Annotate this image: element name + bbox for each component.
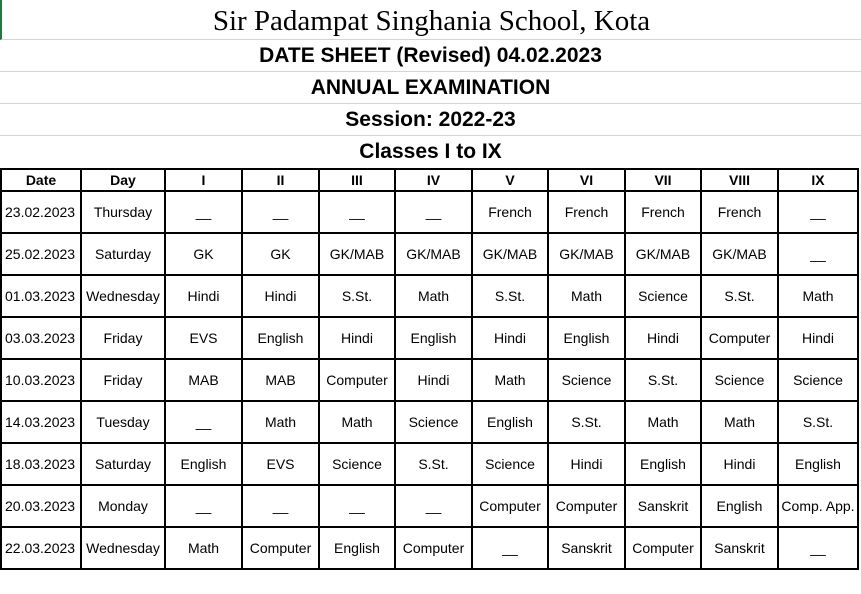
subject-cell: Hindi: [548, 443, 625, 485]
subject-cell: MAB: [165, 359, 242, 401]
column-header: Day: [81, 169, 165, 191]
date-cell: 25.02.2023: [1, 233, 81, 275]
exam-title: ANNUAL EXAMINATION: [0, 72, 861, 104]
day-cell: Friday: [81, 317, 165, 359]
subject-cell: __: [395, 191, 472, 233]
date-cell: 20.03.2023: [1, 485, 81, 527]
column-header: Date: [1, 169, 81, 191]
subject-cell: Science: [778, 359, 858, 401]
subject-cell: __: [165, 401, 242, 443]
day-cell: Saturday: [81, 443, 165, 485]
table-body: [1, 191, 858, 569]
subject-cell: Math: [319, 401, 395, 443]
table-row: [1, 233, 858, 275]
date-cell: 14.03.2023: [1, 401, 81, 443]
subject-cell: Computer: [319, 359, 395, 401]
date-sheet-title: DATE SHEET (Revised) 04.02.2023: [0, 40, 861, 72]
column-header: V: [472, 169, 548, 191]
subject-cell: GK/MAB: [548, 233, 625, 275]
day-cell: Tuesday: [81, 401, 165, 443]
column-header: IX: [778, 169, 858, 191]
subject-cell: __: [395, 485, 472, 527]
column-header: I: [165, 169, 242, 191]
subject-cell: Math: [242, 401, 319, 443]
subject-cell: __: [778, 191, 858, 233]
session-title: Session: 2022-23: [0, 104, 861, 136]
subject-cell: __: [242, 191, 319, 233]
table-header-row: [1, 169, 858, 191]
day-cell: Saturday: [81, 233, 165, 275]
subject-cell: GK/MAB: [395, 233, 472, 275]
table-row: [1, 317, 858, 359]
subject-cell: Hindi: [701, 443, 778, 485]
table-row: [1, 191, 858, 233]
date-cell: 10.03.2023: [1, 359, 81, 401]
subject-cell: __: [472, 527, 548, 569]
subject-cell: Hindi: [242, 275, 319, 317]
column-header: VII: [625, 169, 701, 191]
subject-cell: __: [319, 191, 395, 233]
subject-cell: Hindi: [395, 359, 472, 401]
subject-cell: GK: [242, 233, 319, 275]
subject-cell: GK/MAB: [701, 233, 778, 275]
subject-cell: Computer: [395, 527, 472, 569]
subject-cell: Computer: [548, 485, 625, 527]
subject-cell: Math: [701, 401, 778, 443]
subject-cell: EVS: [242, 443, 319, 485]
subject-cell: Comp. App.: [778, 485, 858, 527]
subject-cell: Computer: [242, 527, 319, 569]
subject-cell: Math: [165, 527, 242, 569]
subject-cell: English: [701, 485, 778, 527]
day-cell: Thursday: [81, 191, 165, 233]
subject-cell: S.St.: [395, 443, 472, 485]
subject-cell: __: [165, 191, 242, 233]
subject-cell: __: [778, 527, 858, 569]
column-header: VI: [548, 169, 625, 191]
subject-cell: Science: [395, 401, 472, 443]
table-row: [1, 485, 858, 527]
subject-cell: English: [165, 443, 242, 485]
table-row: [1, 359, 858, 401]
school-title: Sir Padampat Singhania School, Kota: [0, 0, 861, 40]
subject-cell: English: [548, 317, 625, 359]
table-row: [1, 275, 858, 317]
subject-cell: Computer: [472, 485, 548, 527]
subject-cell: English: [395, 317, 472, 359]
subject-cell: S.St.: [625, 359, 701, 401]
subject-cell: __: [165, 485, 242, 527]
subject-cell: English: [625, 443, 701, 485]
subject-cell: English: [472, 401, 548, 443]
column-header: III: [319, 169, 395, 191]
subject-cell: Math: [472, 359, 548, 401]
subject-cell: Hindi: [778, 317, 858, 359]
subject-cell: French: [701, 191, 778, 233]
subject-cell: Science: [701, 359, 778, 401]
date-cell: 01.03.2023: [1, 275, 81, 317]
subject-cell: Math: [548, 275, 625, 317]
date-cell: 18.03.2023: [1, 443, 81, 485]
subject-cell: Sanskrit: [625, 485, 701, 527]
column-header: VIII: [701, 169, 778, 191]
subject-cell: S.St.: [472, 275, 548, 317]
subject-cell: English: [242, 317, 319, 359]
day-cell: Friday: [81, 359, 165, 401]
subject-cell: EVS: [165, 317, 242, 359]
subject-cell: Science: [472, 443, 548, 485]
subject-cell: GK/MAB: [319, 233, 395, 275]
subject-cell: GK/MAB: [472, 233, 548, 275]
subject-cell: Math: [395, 275, 472, 317]
subject-cell: S.St.: [548, 401, 625, 443]
subject-cell: Hindi: [165, 275, 242, 317]
table-row: [1, 527, 858, 569]
day-cell: Monday: [81, 485, 165, 527]
subject-cell: French: [625, 191, 701, 233]
day-cell: Wednesday: [81, 275, 165, 317]
subject-cell: Science: [319, 443, 395, 485]
subject-cell: GK/MAB: [625, 233, 701, 275]
date-cell: 23.02.2023: [1, 191, 81, 233]
column-header: II: [242, 169, 319, 191]
subject-cell: __: [242, 485, 319, 527]
column-header: IV: [395, 169, 472, 191]
classes-title: Classes I to IX: [359, 140, 502, 163]
subject-cell: Hindi: [625, 317, 701, 359]
subject-cell: S.St.: [778, 401, 858, 443]
subject-cell: Science: [625, 275, 701, 317]
subject-cell: __: [319, 485, 395, 527]
subject-cell: Computer: [701, 317, 778, 359]
date-cell: 22.03.2023: [1, 527, 81, 569]
subject-cell: S.St.: [319, 275, 395, 317]
table-row: [1, 401, 858, 443]
subject-cell: __: [778, 233, 858, 275]
subject-cell: French: [548, 191, 625, 233]
subject-cell: Hindi: [472, 317, 548, 359]
day-cell: Wednesday: [81, 527, 165, 569]
subject-cell: Computer: [625, 527, 701, 569]
subject-cell: Sanskrit: [701, 527, 778, 569]
table-row: [1, 443, 858, 485]
subject-cell: Science: [548, 359, 625, 401]
subject-cell: Math: [625, 401, 701, 443]
subject-cell: Hindi: [319, 317, 395, 359]
subject-cell: Math: [778, 275, 858, 317]
date-sheet-table: [0, 168, 859, 570]
subject-cell: GK: [165, 233, 242, 275]
subject-cell: MAB: [242, 359, 319, 401]
subject-cell: English: [319, 527, 395, 569]
subject-cell: S.St.: [701, 275, 778, 317]
subject-cell: English: [778, 443, 858, 485]
date-cell: 03.03.2023: [1, 317, 81, 359]
subject-cell: Sanskrit: [548, 527, 625, 569]
subject-cell: French: [472, 191, 548, 233]
